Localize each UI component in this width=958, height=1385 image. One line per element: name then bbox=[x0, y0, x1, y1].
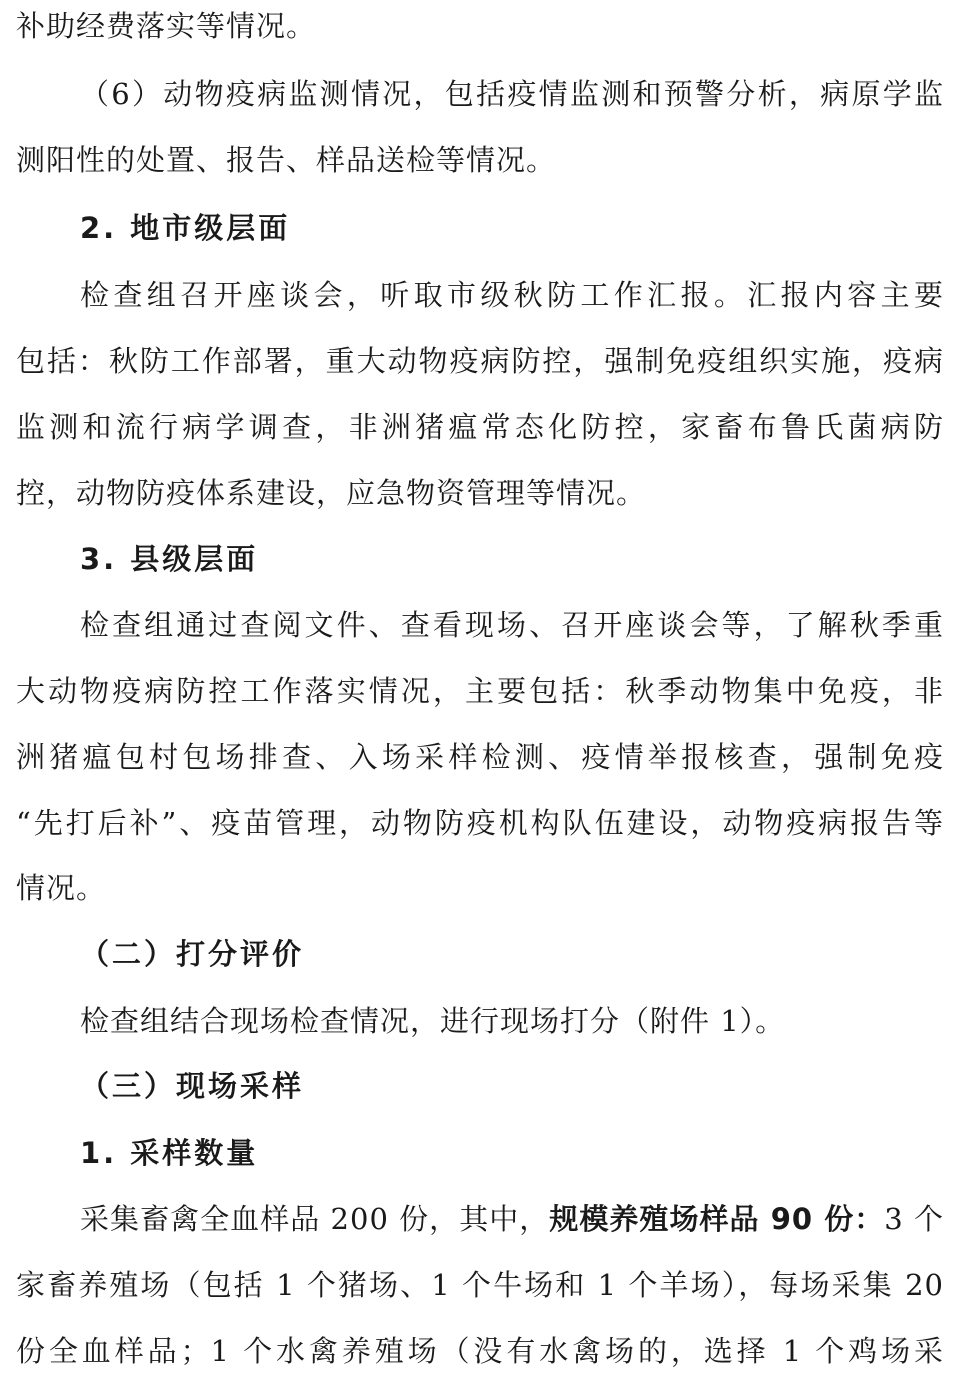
paragraph-line: （6）动物疫病监测情况，包括疫情监测和预警分析，病原学监 bbox=[80, 77, 944, 111]
sampling-paragraph-line bbox=[80, 1199, 944, 1239]
section-heading: 2. 地市级层面 bbox=[80, 211, 291, 245]
paragraph-line: 检查组结合现场检查情况，进行现场打分（附件 1）。 bbox=[80, 1004, 786, 1038]
paragraph-line: 份全血样品；1 个水禽养殖场（没有水禽场的，选择 1 个鸡场采 bbox=[16, 1334, 944, 1368]
paragraph-line: 监测和流行病学调查，非洲猪瘟常态化防控，家畜布鲁氏菌病防 bbox=[16, 410, 944, 444]
sampling-text-after: 3 个 bbox=[884, 1202, 944, 1236]
sampling-text-bold: 规模养殖场样品 90 份： bbox=[549, 1202, 885, 1236]
paragraph-line: “先打后补”、疫苗管理，动物防疫机构队伍建设，动物疫病报告等 bbox=[16, 806, 944, 840]
paragraph-line: 检查组通过查阅文件、查看现场、召开座谈会等，了解秋季重 bbox=[80, 608, 944, 642]
paragraph-line: 洲猪瘟包村包场排查、入场采样检测、疫情举报核查，强制免疫 bbox=[16, 740, 944, 774]
paragraph-line: 控，动物防疫体系建设，应急物资管理等情况。 bbox=[16, 476, 647, 510]
paragraph-line: 补助经费落实等情况。 bbox=[16, 9, 317, 43]
paragraph-line: 情况。 bbox=[16, 871, 107, 905]
paragraph-line: 家畜养殖场（包括 1 个猪场、1 个牛场和 1 个羊场），每场采集 20 bbox=[16, 1268, 944, 1302]
section-heading: 1. 采样数量 bbox=[80, 1136, 259, 1170]
paragraph-line: 大动物疫病防控工作落实情况，主要包括：秋季动物集中免疫，非 bbox=[16, 674, 944, 708]
paragraph-line: 测阳性的处置、报告、样品送检等情况。 bbox=[16, 143, 557, 177]
section-heading: （三）现场采样 bbox=[80, 1069, 305, 1103]
section-heading: 3. 县级层面 bbox=[80, 542, 259, 576]
section-heading: （二）打分评价 bbox=[80, 937, 305, 971]
paragraph-line: 包括：秋防工作部署，重大动物疫病防控，强制免疫组织实施，疫病 bbox=[16, 344, 944, 378]
paragraph-line: 检查组召开座谈会，听取市级秋防工作汇报。汇报内容主要 bbox=[80, 278, 944, 312]
sampling-text-before: 采集畜禽全血样品 200 份，其中， bbox=[80, 1202, 550, 1236]
